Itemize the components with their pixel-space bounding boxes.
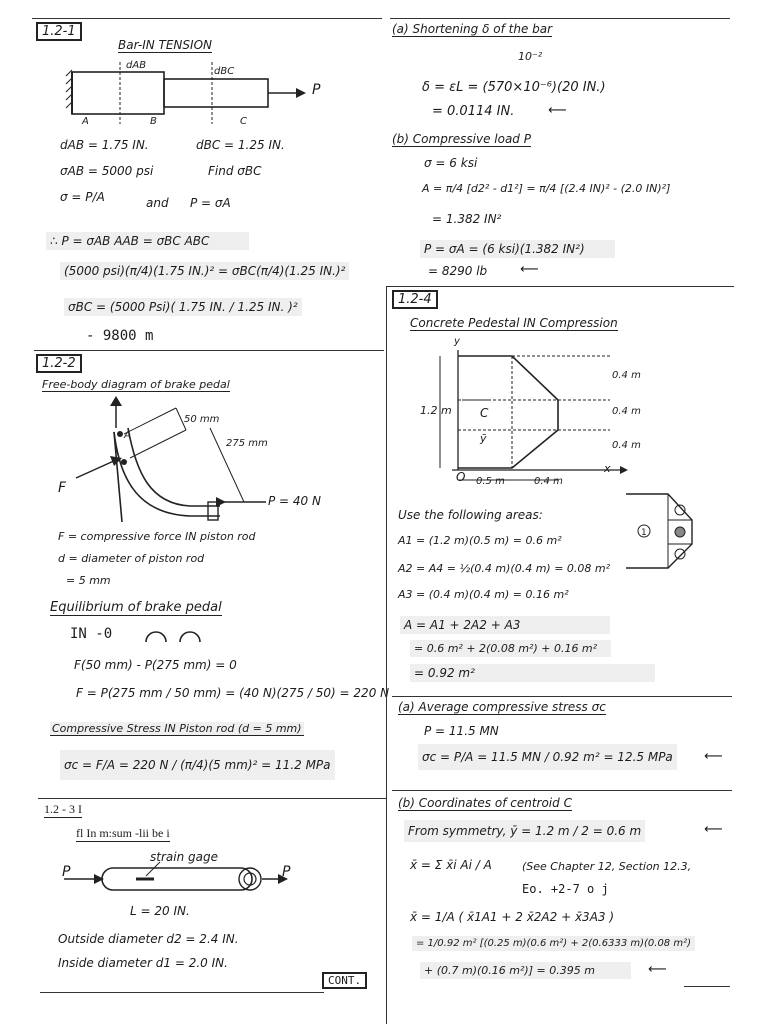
fig-label-p: P — [312, 82, 321, 98]
equation-moment: F(50 mm) - P(275 mm) = 0 — [74, 658, 237, 672]
section-divider — [34, 350, 384, 351]
areas-title: Use the following areas: — [398, 508, 543, 522]
equation-shortening: δ = εL = (570×10⁻⁶)(20 IN.) — [422, 80, 606, 95]
result-arrow-icon: ⟵ — [548, 103, 567, 118]
result-arrow-icon: ⟵ — [648, 962, 667, 977]
see-reference: (See Chapter 12, Section 12.3, — [522, 860, 692, 873]
xbar-values: = 1/0.92 m² [(0.25 m)(0.6 m²) + 2(0.6333 m)(0.08 m²) — [412, 936, 695, 951]
fig-label-f: F — [58, 480, 67, 496]
problem-title: Concrete Pedestal IN Compression — [410, 316, 618, 330]
fig-label-dbc: dBC — [214, 66, 235, 77]
fig-label-dab: dAB — [126, 60, 147, 71]
definition-diameter: d = diameter of piston rod — [58, 552, 205, 565]
stress-given: σ = 6 ksi — [424, 156, 478, 170]
fig-label-y-axis: y — [454, 336, 460, 347]
outside-diameter: Outside diameter d2 = 2.4 IN. — [58, 932, 239, 946]
continued-label: CONT. — [322, 972, 367, 989]
part-a-title: (a) Shortening δ of the bar — [392, 22, 553, 36]
equation-reference: Eo. +2-7 o j — [522, 882, 609, 896]
area-equation: A = π/4 [d2² - d1²] = π/4 [(2.4 IN)² - (2.0 IN)²] — [422, 182, 671, 195]
fig-label-50mm: 50 mm — [184, 414, 220, 425]
find-stress-bc: Find σBC — [208, 164, 262, 178]
fig-label-275mm: 275 mm — [226, 438, 268, 449]
problem-subtitle: fl In m:sum -lii be i — [76, 826, 170, 840]
moment-arrows-icon — [140, 622, 210, 648]
area-a1: A1 = (1.2 m)(0.5 m) = 0.6 m² — [398, 534, 562, 547]
area-a2-a4: A2 = A4 = ½(0.4 m)(0.4 m) = 0.08 m² — [398, 562, 611, 575]
fig-label-b: B — [150, 116, 157, 127]
fig-label-ybar: ȳ — [480, 432, 487, 445]
xbar-result: + (0.7 m)(0.16 m²)] = 0.395 m — [420, 962, 631, 979]
average-stress: σc = P/A = 11.5 MN / 0.92 m² = 12.5 MPa — [418, 744, 677, 770]
result-stress-bc: - 9800 m — [86, 328, 154, 344]
xbar-formula: x̄ = Σ x̄i Ai / A — [410, 858, 492, 872]
exponent-note: 10⁻² — [518, 50, 543, 63]
given-stress-ab: σAB = 5000 psi — [60, 164, 154, 178]
fig-label-c: C — [240, 116, 247, 127]
fig-label-a: A — [82, 116, 89, 127]
definition-diameter-value: = 5 mm — [66, 574, 111, 587]
result-arrow-icon: ⟵ — [520, 262, 539, 277]
result-arrow-icon: ⟵ — [704, 749, 723, 764]
problem-tag-1-2-1: 1.2-1 — [36, 22, 82, 41]
problem-tag-1-2-4: 1.2-4 — [392, 290, 438, 309]
problem-tag-1-2-3: 1.2 - 3 I — [44, 802, 82, 816]
fig-label-p: P = 40 N — [268, 494, 321, 508]
section-divider — [40, 992, 324, 993]
fig-label-base-1: 0.5 m — [476, 476, 505, 487]
section-divider — [386, 286, 734, 287]
area-total: = 0.92 m² — [410, 664, 655, 682]
load-result: = 8290 lb — [428, 264, 488, 278]
problem-title: Free-body diagram of brake pedal — [42, 378, 230, 391]
fig-label-a: A — [124, 430, 131, 441]
equation-stress-bc: σBC = (5000 Psi)( 1.75 IN. / 1.25 IN. )² — [64, 298, 302, 316]
equation-substitution: (5000 psi)(π/4)(1.75 IN.)² = σBC(π/4)(1.25 IN.)² — [60, 262, 349, 280]
given-dab: dAB = 1.75 IN. — [60, 138, 149, 152]
fig-label-height: 1.2 m — [420, 404, 452, 417]
result-shortening: = 0.0114 IN. — [432, 104, 515, 119]
equation-force: F = P(275 mm / 50 mm) = (40 N)(275 / 50) = 220 N — [76, 686, 390, 700]
column-divider — [386, 286, 387, 1024]
moment-sum: IN -0 — [70, 626, 113, 642]
area-sum-values: = 0.6 m² + 2(0.08 m²) + 0.16 m² — [410, 640, 611, 657]
ybar-symmetry: From symmetry, ȳ = 1.2 m / 2 = 0.6 m — [404, 820, 645, 842]
equation-stress: σ = P/A — [60, 190, 105, 204]
given-dbc: dBC = 1.25 IN. — [196, 138, 285, 152]
part-a-title: (a) Average compressive stress σc — [398, 700, 606, 714]
section-divider — [392, 696, 732, 697]
fig-label-base-2: 0.4 m — [534, 476, 563, 487]
equation-and: and — [146, 196, 169, 210]
load-equation: P = σA = (6 ksi)(1.382 IN²) — [420, 240, 615, 258]
inside-diameter: Inside diameter d1 = 2.0 IN. — [58, 956, 228, 970]
fig-label-x-axis: x — [604, 462, 611, 475]
part-b-title: (b) Compressive load P — [392, 132, 531, 146]
xbar-expression: x̄ = 1/A ( x̄1A1 + 2 x̄2A2 + x̄3A3 ) — [410, 910, 615, 924]
area-result: = 1.382 IN² — [432, 212, 502, 226]
area-sum: A = A1 + 2A2 + A3 — [400, 616, 610, 634]
equation-load: P = σA — [190, 196, 231, 210]
area-a3: A3 = (0.4 m)(0.4 m) = 0.16 m² — [398, 588, 569, 601]
definition-force: F = compressive force IN piston rod — [58, 530, 256, 543]
fig-label-p-left: P — [62, 864, 71, 880]
section-divider — [38, 798, 386, 799]
problem-title: Bar-IN TENSION — [118, 38, 212, 52]
fig-label-strain-gage: strain gage — [150, 850, 218, 864]
fig-label-origin: O — [456, 470, 466, 484]
fig-label-row-1: 0.4 m — [612, 370, 641, 381]
fig-label-p-right: P — [282, 864, 291, 880]
svg-text:1: 1 — [641, 528, 647, 538]
load-given: P = 11.5 MN — [424, 724, 499, 738]
fig-label-centroid: C — [480, 406, 489, 420]
equation-equilibrium: ∴ P = σAB AAB = σBC ABC — [46, 232, 249, 250]
fig-label-row-3: 0.4 m — [612, 440, 641, 451]
area-partition-icon — [622, 490, 698, 574]
equation-compressive-stress: σc = F/A = 220 N / (π/4)(5 mm)² = 11.2 MPa — [60, 750, 335, 780]
section-divider — [32, 18, 382, 19]
problem-tag-1-2-2: 1.2-2 — [36, 354, 82, 373]
fig-label-row-2: 0.4 m — [612, 406, 641, 417]
fig-label-length: L = 20 IN. — [130, 904, 190, 918]
section-divider — [684, 986, 730, 987]
section-divider — [392, 790, 732, 791]
part-b-title: (b) Coordinates of centroid C — [398, 796, 572, 810]
equilibrium-title: Equilibrium of brake pedal — [50, 600, 222, 615]
bar-in-tension-figure — [60, 58, 320, 128]
stress-title: Compressive Stress IN Piston rod (d = 5 mm) — [52, 722, 302, 735]
section-divider — [390, 18, 730, 19]
result-arrow-icon: ⟵ — [704, 822, 723, 837]
